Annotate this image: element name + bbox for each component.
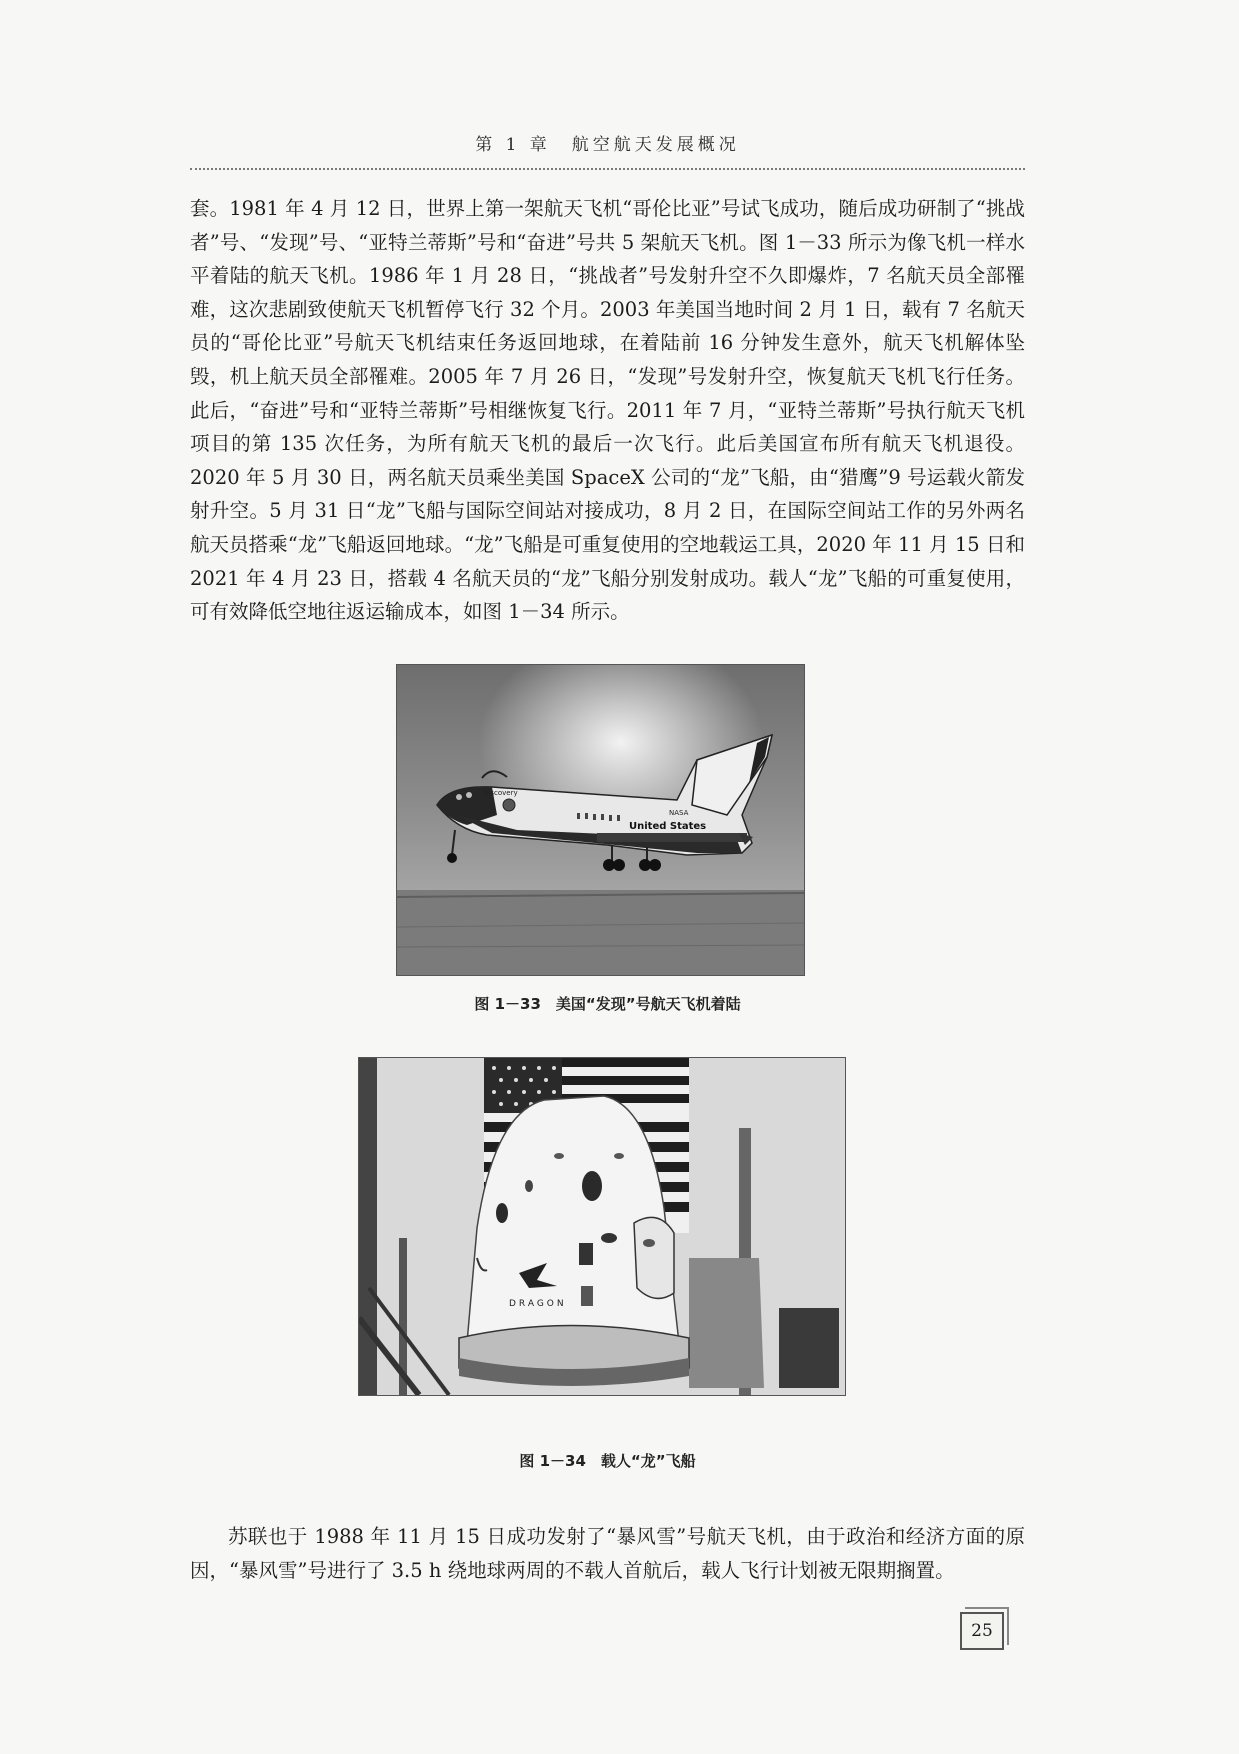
body-paragraph-1: 套。1981 年 4 月 12 日，世界上第一架航天飞机“哥伦比亚”号试飞成功，随后成功研制了“挑战者”号、“发现”号、“亚特兰蒂斯”号和“奋进”号共 5 架航天飞机。图 1－33 所示为像飞机一样水平着陆的航天飞机。1986 年 1 月 28 日，“挑战者”号发射升空不久即爆炸，7 名航天员全部罹难，这次悲剧致使航天飞机暂停飞行 32 个月。2003 年美国当地时间 2 月 1 日，载有 7 名航天员的“哥伦比亚”号航天飞机结束任务返回地球，在着陆前 16 分钟发生意外，航天飞机解体坠毁，机上航天员全部罹难。2005 年 7 月 26 日，“发现”号发射升空，恢复航天飞机飞行任务。此后，“奋进”号和“亚特兰蒂斯”号相继恢复飞行。2011 年 7 月，“亚特兰蒂斯”号执行航天飞机项目的第 135 次任务，为所有航天飞机的最后一次飞行。此后美国宣布所有航天飞机退役。2020 年 5 月 30 日，两名航天员乘坐美国 SpaceX 公司的“龙”飞船，由“猎鹰”9 号运载火箭发射升空。5 月 31 日“龙”飞船与国际空间站对接成功，8 月 2 日，在国际空间站工作的另外两名航天员搭乘“龙”飞船返回地球。“龙”飞船是可重复使用的空地载运工具，2020 年 11 月 15 日和 2021 年 4 月 23 日，搭载 4 名航天员的“龙”飞船分别发射成功。载人“龙”飞船的可重复使用，可有效降低空地往返运输成本，如图 1－34 所示。 [190,197,1025,624]
figure-1-33-caption: 图 1－33 美国“发现”号航天飞机着陆 [474,995,741,1013]
page-header: 第 1 章 航空航天发展概况 [475,135,740,155]
dragon-capsule-photo [358,1057,846,1396]
svg-text:NASA: NASA [669,809,689,817]
body-paragraph-2: 苏联也于 1988 年 11 月 15 日成功发射了“暴风雪”号航天飞机，由于政治和经济方面的原因，“暴风雪”号进行了 3.5 h 绕地球两周的不载人首航后，载人飞行计划被无限期搁置。 [190,1525,1025,1582]
header-rule [190,168,1025,170]
svg-text:Discovery: Discovery [483,789,518,797]
figure-1-34-caption: 图 1－34 载人“龙”飞船 [519,1452,696,1470]
svg-text:DRAGON: DRAGON [509,1299,567,1309]
svg-text:United States: United States [629,821,707,832]
page-number: 25 [960,1612,1004,1650]
space-shuttle-landing-photo [396,664,805,976]
